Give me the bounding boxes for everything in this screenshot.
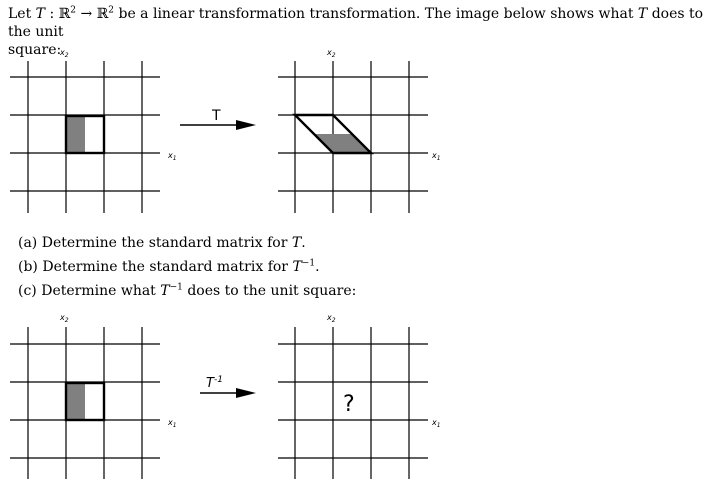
axis-label-x2-right: $x_2$ (327, 313, 336, 324)
intro-text: does to the unit (8, 6, 704, 40)
axis-label-x2-right: $x_2$ (327, 48, 336, 59)
figure-transformation (0, 45, 726, 225)
intro-text: be a linear transformation transformation. The image below shows what (114, 6, 638, 22)
math-T: T (292, 259, 302, 275)
axis-label-x2-left: $x_2$ (60, 313, 69, 324)
question-label: (b) (18, 259, 38, 275)
axis-label-x2-left: $x_2$ (60, 48, 69, 59)
question-text: Determine the standard matrix for (37, 259, 293, 275)
shaded-region (66, 383, 85, 420)
arrow-label-T: T (212, 108, 221, 124)
axis-label-x1-left: $x_1$ (168, 151, 177, 162)
question-label: (a) (18, 235, 38, 251)
question-text: does to the unit square: (182, 283, 357, 299)
question-text: . (315, 259, 320, 275)
transform-arrow-head (236, 120, 256, 130)
axis-label-x1-left: $x_1$ (168, 418, 177, 429)
math-T: T (35, 6, 46, 22)
question-text: Determine the standard matrix for (37, 235, 292, 251)
question-c (18, 279, 356, 303)
intro-line-2: square: (8, 42, 62, 58)
intro-line-1 (8, 5, 724, 41)
axis-label-x1-right: $x_1$ (432, 418, 441, 429)
math-T: T (160, 283, 170, 299)
question-list (18, 231, 356, 303)
math-R: ℝ (58, 6, 71, 22)
question-label: (c) (18, 283, 37, 299)
question-b (18, 255, 356, 279)
math-T: T (291, 235, 302, 251)
unknown-result-mark: ? (343, 392, 355, 417)
question-text: Determine what (36, 283, 161, 299)
math-T: T (637, 6, 648, 22)
math-exponent: −1 (169, 282, 183, 293)
math-exponent: −1 (301, 258, 316, 269)
axis-label-x1-right: $x_1$ (432, 151, 441, 162)
math-exponent: 2 (108, 5, 115, 16)
inverse-arrow-head (236, 388, 256, 398)
intro-text: : (45, 6, 59, 22)
question-a (18, 231, 356, 255)
shaded-region (66, 116, 85, 153)
figure-inverse-svg (0, 307, 726, 487)
math-R: ℝ (96, 6, 109, 22)
arrow-label-T-inverse: $T^{-1}$ (206, 375, 223, 391)
figure-inverse (0, 307, 726, 487)
math-arrow: → (76, 6, 97, 22)
intro-text: Let (8, 6, 36, 22)
figure-transformation-svg (0, 45, 726, 225)
question-text: . (301, 235, 306, 251)
math-exponent: 2 (70, 5, 77, 16)
